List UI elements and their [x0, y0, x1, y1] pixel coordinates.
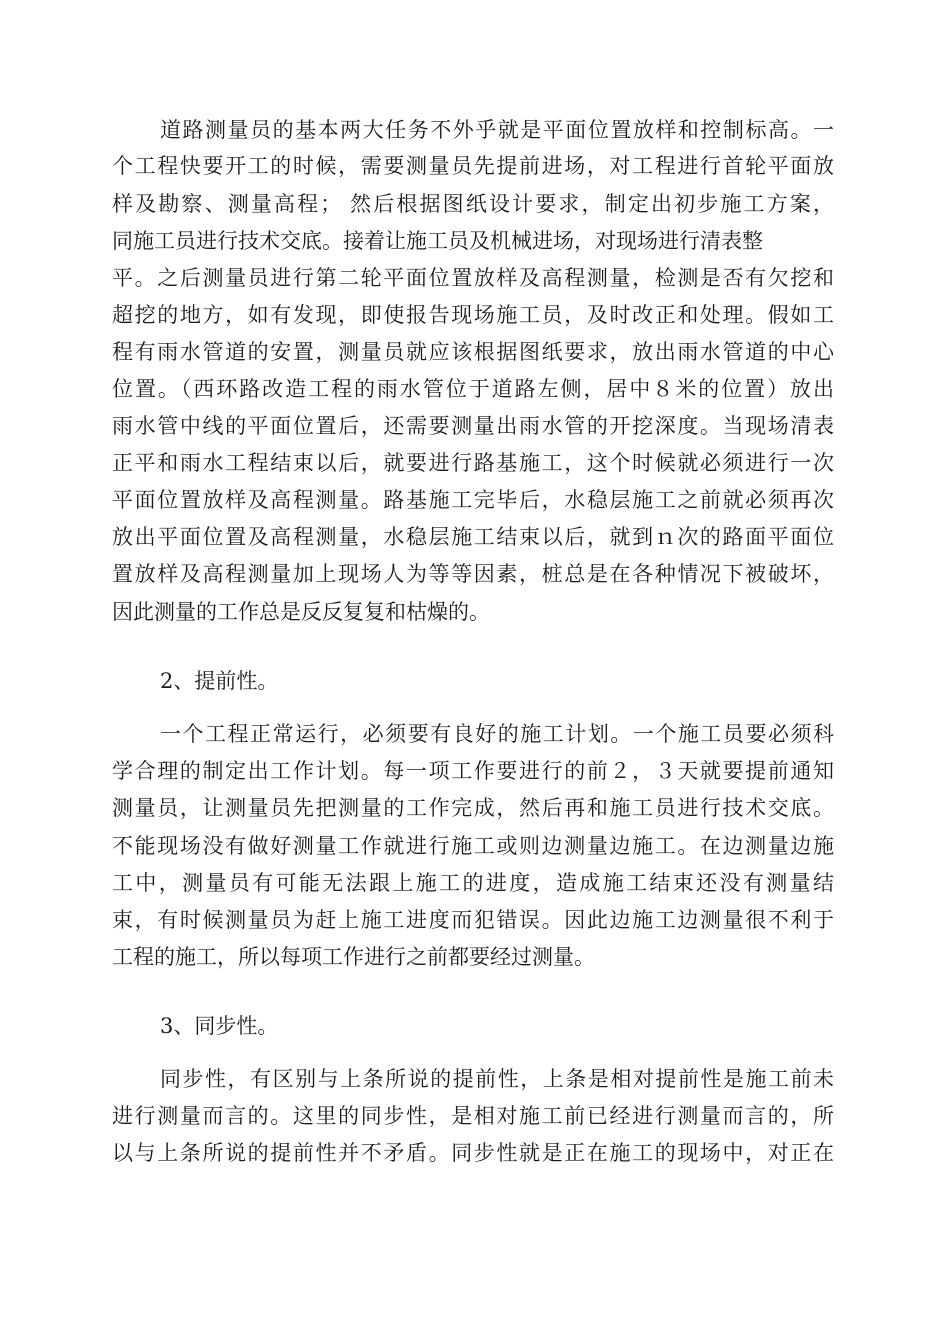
paragraph-2-line: 测量员，让测量员先把测量的工作完成，然后再和施工员进行技术交底。	[112, 796, 834, 820]
paragraph-1-line: 同施工员进行技术交底。接着让施工员及机械进场，对现场进行清表整	[112, 229, 763, 253]
paragraph-1-line: 超挖的地方，如有发现，即使报告现场施工员，及时改正和处理。假如工	[112, 303, 834, 327]
paragraph-1-line: 位置。（西环路改造工程的雨水管位于道路左侧，居中８米的位置）放出	[112, 377, 834, 401]
section-heading: 2、提前性。	[160, 669, 279, 693]
paragraph-1-line: 平面位置放样及高程测量。路基施工完毕后，水稳层施工之前就必须再次	[112, 488, 834, 512]
paragraph-1-line: 因此测量的工作总是反反复复和枯燥的。	[112, 600, 490, 624]
paragraph-2-line: 束，有时候测量员为赶上施工进度而犯错误。因此边施工边测量很不利于	[112, 908, 834, 932]
paragraph-3-line: 同步性，有区别与上条所说的提前性，上条是相对提前性是施工前未	[160, 1067, 834, 1091]
paragraph-1-line: 放出平面位置及高程测量，水稳层施工结束以后，就到ｎ次的路面平面位	[112, 525, 834, 549]
paragraph-1-line: 程有雨水管道的安置，测量员就应该根据图纸要求，放出雨水管道的中心	[112, 340, 834, 364]
paragraph-1-line: 正平和雨水工程结束以后，就要进行路基施工，这个时候就必须进行一次	[112, 451, 834, 475]
paragraph-3-line: 以与上条所说的提前性并不矛盾。同步性就是正在施工的现场中，对正在	[112, 1141, 834, 1165]
paragraph-1-line: 置放样及高程测量加上现场人为等等因素，桩总是在各种情况下被破坏，	[112, 562, 834, 586]
paragraph-1-line: 个工程快要开工的时候，需要测量员先提前进场，对工程进行首轮平面放	[112, 154, 834, 178]
paragraph-3-line: 进行测量而言的。这里的同步性，是相对施工前已经进行测量而言的，所	[112, 1104, 834, 1128]
section-heading: 3、同步性。	[160, 1014, 279, 1038]
paragraph-1-line: 平。之后测量员进行第二轮平面位置放样及高程测量，检测是否有欠挖和	[112, 266, 834, 290]
paragraph-1-line: 道路测量员的基本两大任务不外乎就是平面位置放样和控制标高。一	[160, 118, 834, 142]
paragraph-1-line: 样及勘察、测量高程； 然后根据图纸设计要求，制定出初步施工方案，	[112, 192, 834, 216]
paragraph-2-line: 不能现场没有做好测量工作就进行施工或则边测量边施工。在边测量边施	[112, 834, 834, 858]
paragraph-2-line: 学合理的制定出工作计划。每一项工作要进行的前２，３天就要提前通知	[112, 759, 834, 783]
paragraph-2-line: 一个工程正常运行，必须要有良好的施工计划。一个施工员要必须科	[160, 722, 834, 746]
paragraph-2-line: 工中，测量员有可能无法跟上施工的进度，造成施工结束还没有测量结	[112, 871, 834, 895]
paragraph-2-line: 工程的施工，所以每项工作进行之前都要经过测量。	[112, 945, 595, 969]
paragraph-1-line: 雨水管中线的平面位置后，还需要测量出雨水管的开挖深度。当现场清表	[112, 414, 834, 438]
